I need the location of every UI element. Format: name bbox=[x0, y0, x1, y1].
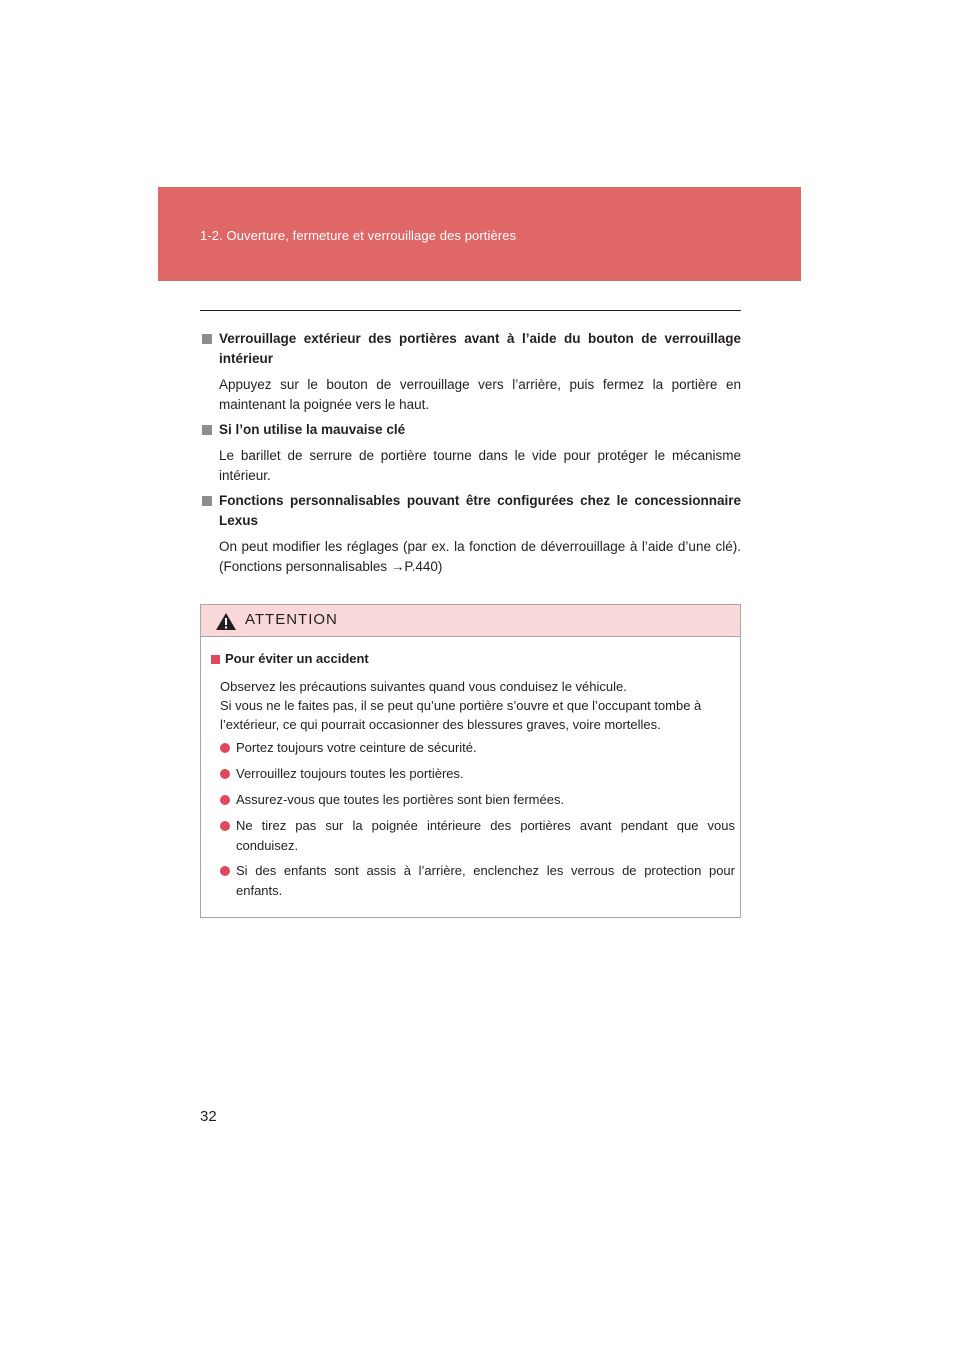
section-body: Le barillet de serrure de portière tourne dans le vide pour protéger le mécanisme intérieur. bbox=[219, 448, 741, 483]
warning-bullet: Portez toujours votre ceinture de sécurité. bbox=[220, 738, 735, 758]
chapter-breadcrumb: 1-2. Ouverture, fermeture et verrouillage des portières bbox=[200, 228, 517, 243]
section-body: On peut modifier les réglages (par ex. la fonction de déverrouillage à l’aide d’une clé). (Fonctions personnalisables →P.440) bbox=[219, 539, 741, 574]
page-number: 32 bbox=[200, 1108, 217, 1125]
warning-bullet: Assurez-vous que toutes les portières sont bien fermées. bbox=[220, 790, 735, 810]
section-exterior-lock bbox=[200, 329, 741, 415]
warning-bullet: Verrouillez toujours toutes les portières. bbox=[220, 764, 735, 784]
bullet-dot-icon bbox=[220, 866, 230, 876]
warning-header bbox=[201, 605, 740, 637]
bullet-dot-icon bbox=[220, 795, 230, 805]
warning-intro-line: Observez les précautions suivantes quand vous conduisez le véhicule. bbox=[220, 679, 627, 694]
warning-intro-line: Si vous ne le faites pas, il se peut qu’une portière s’ouvre et que l’occupant tombe à l’extérieur, ce qui pourrait occasionner des blessures graves, voire mortelles. bbox=[220, 698, 702, 732]
section-title: Fonctions personnalisables pouvant être configurées chez le concessionnaire Lexus bbox=[219, 493, 741, 528]
section-title: Si l’on utilise la mauvaise clé bbox=[219, 422, 406, 437]
warning-box bbox=[200, 604, 741, 918]
warning-title: ATTENTION bbox=[245, 611, 338, 628]
section-body: Appuyez sur le bouton de verrouillage vers l’arrière, puis fermez la portière en maintenant la poignée vers le haut. bbox=[219, 377, 741, 412]
square-bullet-icon bbox=[202, 425, 212, 435]
bullet-dot-icon bbox=[220, 769, 230, 779]
warning-triangle-icon bbox=[215, 612, 237, 631]
section-title: Verrouillage extérieur des portières avant à l’aide du bouton de verrouillage intérieur bbox=[219, 331, 741, 366]
warning-bullet: Si des enfants sont assis à l’arrière, enclenchez les verrous de protection pour enfants. bbox=[220, 861, 735, 901]
header-divider bbox=[200, 310, 741, 311]
bullet-dot-icon bbox=[220, 821, 230, 831]
warning-intro bbox=[220, 677, 735, 734]
section-wrong-key bbox=[200, 420, 741, 486]
warning-section-title: Pour éviter un accident bbox=[225, 651, 369, 666]
section-custom-functions bbox=[200, 491, 741, 577]
bullet-dot-icon bbox=[220, 743, 230, 753]
square-bullet-icon bbox=[211, 655, 220, 664]
square-bullet-icon bbox=[202, 334, 212, 344]
square-bullet-icon bbox=[202, 496, 212, 506]
warning-bullet: Ne tirez pas sur la poignée intérieure des portières avant pendant que vous conduisez. bbox=[220, 816, 735, 856]
